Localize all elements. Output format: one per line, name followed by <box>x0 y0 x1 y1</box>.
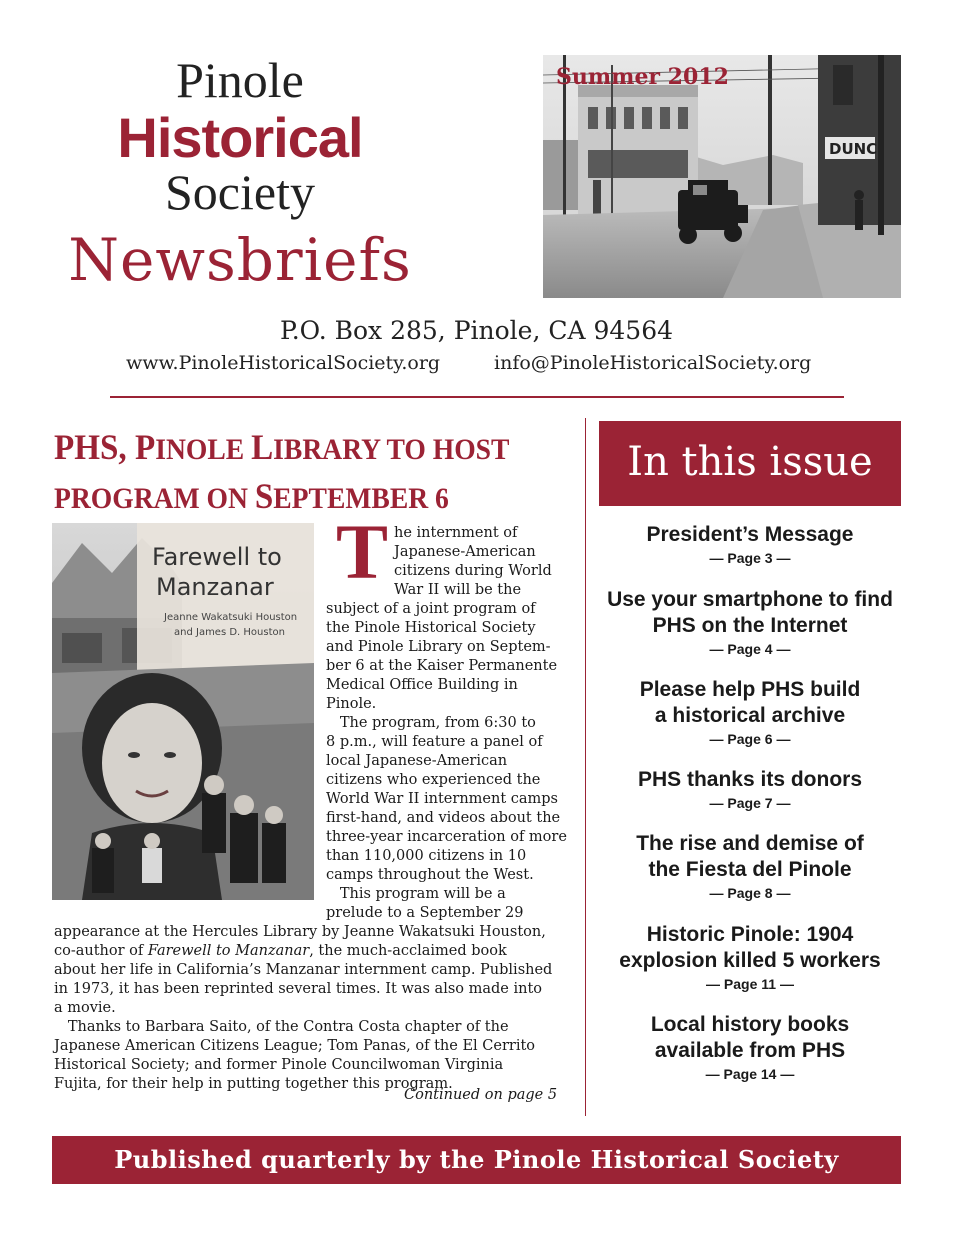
sidebar-item-page: — Page 6 — <box>709 731 791 747</box>
book-cover-image <box>52 523 314 900</box>
email-link[interactable]: info@PinoleHistoricalSociety.org <box>494 352 812 374</box>
article-line: Historical Society; and former Pinole Councilwoman Virginia <box>54 1057 504 1073</box>
article-line: prelude to a September 29 <box>326 905 524 921</box>
sidebar-item-page: — Page 4 — <box>709 641 791 657</box>
headline-part: EPTEMBER 6 <box>273 482 449 515</box>
book-title-line1: Farewell to <box>152 543 282 571</box>
headline-part: INOLE <box>155 433 252 466</box>
sidebar-item-page: — Page 3 — <box>709 550 791 566</box>
header-divider <box>110 396 844 398</box>
sidebar-title: In this issue <box>627 439 873 485</box>
article-line: about her life in California’s Manzanar internment camp. Published <box>54 962 553 978</box>
sidebar-item-page: — Page 11 — <box>706 976 794 992</box>
article-text: , the much-acclaimed book <box>309 943 507 959</box>
article-headline <box>54 424 532 522</box>
article-line: a movie. <box>54 1000 116 1016</box>
article-line: than 110,000 citizens in 10 <box>326 848 527 864</box>
masthead-society: Society <box>165 164 315 220</box>
article-line: Japanese-American <box>394 544 536 560</box>
sidebar-item-presidents-message[interactable] <box>596 522 904 568</box>
article-line: local Japanese-American <box>326 753 508 769</box>
article-line: 8 p.m., will feature a panel of <box>326 734 543 750</box>
article-line: three-year incarceration of more <box>326 829 567 845</box>
article-line: appearance at the Hercules Library by Jeanne Wakatsuki Houston, <box>54 924 546 940</box>
article-line: War II will be the <box>394 582 522 598</box>
column-divider <box>585 418 586 1116</box>
footer-text: Published quarterly by the Pinole Historical Society <box>114 1145 839 1174</box>
book-title-line2: Manzanar <box>156 573 274 601</box>
article-line: in 1973, it has been reprinted several times. It was also made into <box>54 981 543 997</box>
sidebar-item-title: PHS thanks its donors <box>637 768 863 791</box>
sidebar-item-smartphone[interactable] <box>596 587 904 659</box>
sidebar-item-title: The rise and demise of the Fiesta del Pinole <box>636 832 864 881</box>
article-line <box>54 942 507 961</box>
continued-link[interactable]: Continued on page 5 <box>404 1087 558 1103</box>
article-line: Pinole. <box>326 696 377 712</box>
masthead-pinole: Pinole <box>176 52 304 108</box>
sidebar-item-title: President’s Message <box>646 523 854 546</box>
sidebar-item-books[interactable] <box>596 1012 904 1084</box>
issue-season: Summer 2012 <box>556 64 729 90</box>
article-line: the Pinole Historical Society <box>326 620 536 636</box>
headline-part: IBRARY TO HOST <box>273 433 510 466</box>
headline-part: PROGRAM ON <box>54 482 255 515</box>
article-line: camps throughout the West. <box>326 867 534 883</box>
sidebar-item-page: — Page 8 — <box>709 885 791 901</box>
sidebar-item-page: — Page 7 — <box>709 795 791 811</box>
sidebar-item-title: Historic Pinole: 1904 explosion killed 5 workers <box>619 923 881 972</box>
article-line: first-hand, and videos about the <box>326 810 561 826</box>
article-line: World War II internment camps <box>326 791 558 807</box>
article-line: Medical Office Building in <box>326 677 518 693</box>
sidebar-item-page: — Page 14 — <box>705 1066 795 1082</box>
article-dropcap: T <box>336 508 389 595</box>
photo-sign-text: DUNC <box>829 140 878 158</box>
sidebar-item-explosion[interactable] <box>596 922 904 994</box>
sidebar-item-title: Use your smartphone to find PHS on the Internet <box>607 588 893 637</box>
sidebar-item-title: Please help PHS build a historical archive <box>639 678 861 727</box>
article-line: ber 6 at the Kaiser Permanente <box>326 658 558 674</box>
article-line: citizens who experienced the <box>326 772 541 788</box>
book-author1: Jeanne Wakatsuki Houston <box>164 612 298 623</box>
article-text: co-author of <box>54 943 148 959</box>
book-author2: and James D. Houston <box>174 627 285 638</box>
article-line: This program will be a <box>326 886 506 902</box>
article-line: and Pinole Library on Septem- <box>326 639 551 655</box>
sidebar-item-title: Local history books available from PHS <box>650 1013 850 1062</box>
article-line: The program, from 6:30 to <box>326 715 536 731</box>
article-line: subject of a joint program of <box>326 601 536 617</box>
article-line: Japanese American Citizens League; Tom Panas, of the El Cerrito <box>54 1038 536 1054</box>
website-link[interactable]: www.PinoleHistoricalSociety.org <box>126 352 441 374</box>
article-line: Thanks to Barbara Saito, of the Contra Costa chapter of the <box>54 1019 509 1035</box>
sidebar-item-donors[interactable] <box>596 767 904 813</box>
article-line: citizens during World <box>394 563 552 579</box>
headline-part: L <box>251 427 274 467</box>
article-line: he internment of <box>394 525 518 541</box>
book-title-reference: Farewell to Manzanar <box>147 943 310 959</box>
mailing-address: P.O. Box 285, Pinole, CA 94564 <box>279 316 674 345</box>
street-photo <box>543 55 901 298</box>
article-line: Fujita, for their help in putting together this program. <box>54 1076 453 1092</box>
sidebar-item-fiesta[interactable] <box>596 831 904 903</box>
headline-part: S <box>254 476 274 516</box>
headline-part: PHS, P <box>54 427 156 467</box>
masthead-historical: Historical <box>117 106 363 169</box>
masthead-newsbriefs: Newsbriefs <box>68 226 412 294</box>
sidebar-item-archive[interactable] <box>596 677 904 749</box>
